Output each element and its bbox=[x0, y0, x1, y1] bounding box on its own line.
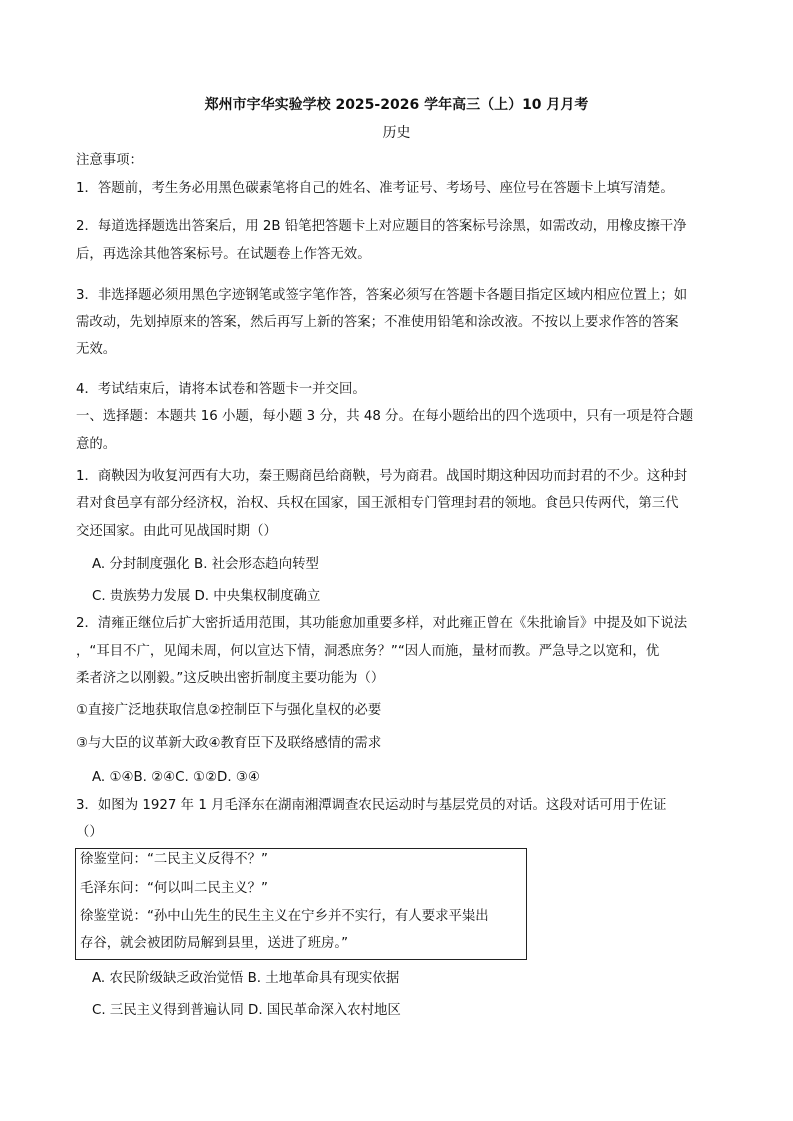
q2-items-1-2: ①直接广泛地获取信息②控制臣下与强化皇权的必要 bbox=[76, 703, 382, 718]
q2-stem-line-1: 2．清雍正继位后扩大密折适用范围，其功能愈加重要多样，对此雍正曾在《朱批谕旨》中提及如下说法 bbox=[76, 616, 688, 631]
q3-dialogue-box bbox=[75, 848, 527, 960]
q3-stem-line-2: （） bbox=[76, 825, 103, 840]
dialogue-line-1: 徐鉴堂问：“二民主义反得不？” bbox=[80, 852, 268, 867]
q1-options-ab: A. 分封制度强化 B. 社会形态趋向转型 bbox=[92, 557, 319, 572]
q1-stem-line-3: 交还国家。由此可见战国时期（） bbox=[76, 524, 277, 539]
note-4: 4．考试结束后，请将本试卷和答题卡一并交回。 bbox=[76, 382, 366, 397]
note-3-line-2: 需改动，先划掉原来的答案，然后再写上新的答案；不准使用铅笔和涂改液。不按以上要求作答的答案 bbox=[76, 315, 679, 330]
note-3-line-1: 3．非选择题必须用黑色字迹钢笔或签字笔作答，答案必须写在答题卡各题目指定区域内相应位置上；如 bbox=[76, 288, 688, 303]
q2-items-3-4: ③与大臣的议革新大政④教育臣下及联络感情的需求 bbox=[76, 736, 382, 751]
note-2-line-1: 2．每道选择题选出答案后，用 2B 铅笔把答题卡上对应题目的答案标号涂黑，如需改动，用橡皮擦干净 bbox=[76, 219, 687, 234]
q3-stem-line-1: 3．如图为 1927 年 1 月毛泽东在湖南湘潭调查农民运动时与基层党员的对话。这段对话可用于佐证 bbox=[76, 798, 667, 813]
q2-stem-line-2: ，“耳目不广，见闻未周，何以宣达下情，洞悉庶务？”“因人而施，量材而教。严急导之以宽和，优 bbox=[76, 644, 660, 659]
q1-stem-line-1: 1．商鞅因为收复河西有大功，秦王赐商邑给商鞅，号为商君。战国时期这种因功而封君的不少。这种封 bbox=[76, 469, 688, 484]
section-heading-line-2: 意的。 bbox=[76, 437, 117, 452]
q1-stem-line-2: 君对食邑享有部分经济权，治权、兵权在国家，国王派相专门管理封君的领地。食邑只传两代，第三代 bbox=[76, 496, 679, 511]
q2-options: A. ①④B. ②④C. ①②D. ③④ bbox=[92, 770, 260, 785]
exam-title: 郑州市宇华实验学校 2025-2026 学年高三（上）10 月月考 bbox=[204, 97, 589, 113]
q2-stem-line-3: 柔者济之以刚毅。”这反映出密折制度主要功能为（） bbox=[76, 671, 385, 686]
dialogue-line-4: 存谷，就会被团防局解到县里，送进了班房。” bbox=[80, 936, 349, 951]
q3-options-ab: A. 农民阶级缺乏政治觉悟 B. 土地革命具有现实依据 bbox=[92, 971, 400, 986]
notes-heading: 注意事项： bbox=[76, 153, 143, 168]
dialogue-line-2: 毛泽东问：“何以叫二民主义？” bbox=[80, 881, 268, 896]
q1-options-cd: C. 贵族势力发展 D. 中央集权制度确立 bbox=[92, 589, 321, 604]
note-1: 1．答题前，考生务必用黑色碳素笔将自己的姓名、准考证号、考场号、座位号在答题卡上填写清楚。 bbox=[76, 181, 674, 196]
exam-subject: 历史 bbox=[382, 125, 411, 141]
note-2-line-2: 后，再选涂其他答案标号。在试题卷上作答无效。 bbox=[76, 247, 371, 262]
section-heading-line-1: 一、选择题：本题共 16 小题，每小题 3 分，共 48 分。在每小题给出的四个选项中，只有一项是符合题 bbox=[76, 409, 694, 424]
dialogue-line-3: 徐鉴堂说：“孙中山先生的民生主义在宁乡并不实行，有人要求平粜出 bbox=[80, 909, 489, 924]
q3-options-cd: C. 三民主义得到普遍认同 D. 国民革命深入农村地区 bbox=[92, 1003, 401, 1018]
note-3-line-3: 无效。 bbox=[76, 342, 117, 357]
